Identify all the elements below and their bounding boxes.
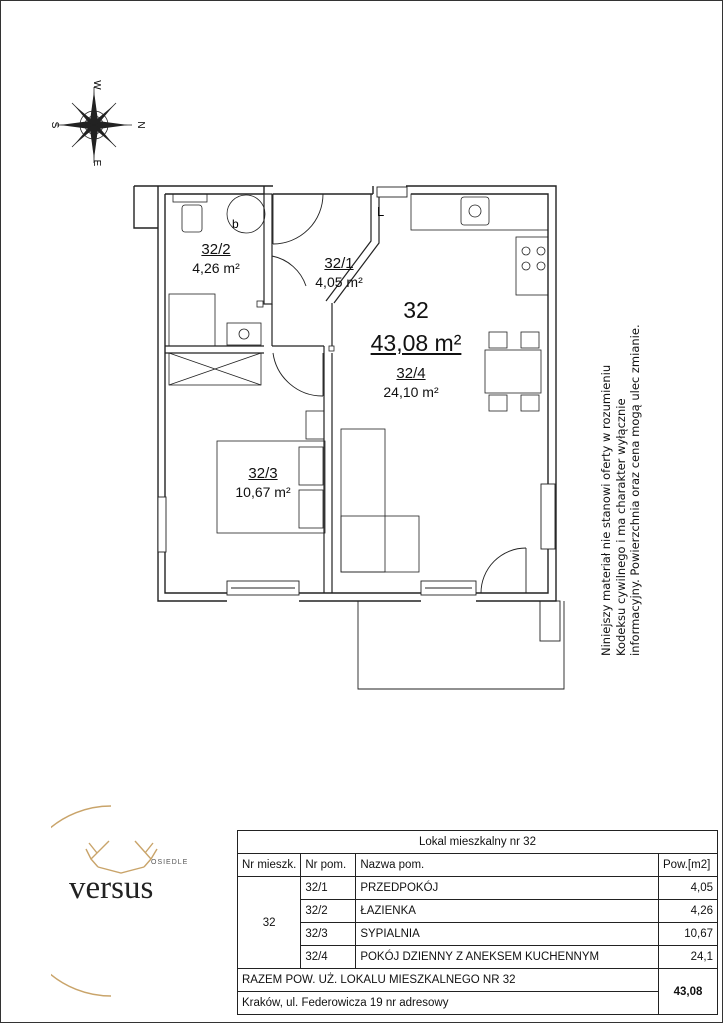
room-label-32-1: [299, 255, 379, 290]
apartment-area: 43,08 m²: [370, 330, 462, 356]
table-row: [238, 946, 718, 969]
header-nazwa: Nazwa pom.: [356, 854, 659, 877]
cell-area: 4,05: [659, 877, 718, 900]
cell-nr: 32/2: [301, 900, 356, 923]
table-row: [238, 877, 718, 900]
room-area: 24,10 m²: [383, 384, 439, 400]
compass-rose: [49, 80, 146, 166]
room-label-32-2: [176, 241, 256, 276]
cell-nr: 32/3: [301, 923, 356, 946]
compass-east-label: E: [91, 159, 102, 167]
b-mark: b: [232, 217, 239, 231]
cell-nr: 32/4: [301, 946, 356, 969]
l-mark: L: [377, 204, 385, 219]
compass-north-label: N: [135, 121, 146, 129]
header-nr-mieszk: Nr mieszk.: [238, 854, 301, 877]
versus-logo: [51, 801, 231, 1001]
logo-name: versus: [69, 870, 154, 906]
cell-area: 10,67: [659, 923, 718, 946]
logo-small-text: OSIEDLE: [151, 859, 189, 866]
table-title: Lokal mieszkalny nr 32: [238, 831, 718, 854]
total-label: RAZEM POW. UŻ. LOKALU MIESZKALNEGO NR 32: [238, 969, 659, 992]
header-nr-pom: Nr pom.: [301, 854, 356, 877]
cell-name: POKÓJ DZIENNY Z ANEKSEM KUCHENNYM: [356, 946, 659, 969]
room-number: 32/1: [324, 255, 354, 272]
header-pow: Pow.[m2]: [659, 854, 718, 877]
balcony: [358, 601, 564, 689]
room-label-32-4: [371, 365, 451, 400]
apartment-no-cell: 32: [238, 877, 301, 969]
room-area: 4,26 m²: [192, 260, 240, 276]
room-area: 10,67 m²: [235, 484, 291, 500]
compass-west-label: W: [91, 80, 102, 90]
apartment-number: 32: [403, 297, 429, 323]
cell-name: PRZEDPOKÓJ: [356, 877, 659, 900]
cell-area: 24,1: [659, 946, 718, 969]
total-value: 43,08: [659, 969, 718, 1015]
room-area-table: [237, 830, 718, 1015]
cell-nr: 32/1: [301, 877, 356, 900]
room-number: 32/2: [201, 241, 231, 258]
cell-name: ŁAZIENKA: [356, 900, 659, 923]
antler-icon: [86, 841, 157, 873]
address: Kraków, ul. Federowicza 19 nr adresowy: [238, 992, 659, 1015]
disclaimer-text: Niniejszy materiał nie stanowi oferty w rozumieniu Kodeksu cywilnego i ma charakter wyłącznie informacyjny. Powierzchnia oraz cena mogą ulec zmianie.: [599, 324, 642, 656]
room-label-32-3: [223, 465, 303, 500]
cell-name: SYPIALNIA: [356, 923, 659, 946]
room-number: 32/4: [396, 365, 426, 382]
table-row: [238, 900, 718, 923]
cell-area: 4,26: [659, 900, 718, 923]
room-area: 4,05 m²: [315, 274, 363, 290]
apartment-label: [351, 297, 481, 357]
table-row: [238, 923, 718, 946]
compass-south-label: S: [49, 121, 60, 129]
room-number: 32/3: [248, 465, 278, 482]
